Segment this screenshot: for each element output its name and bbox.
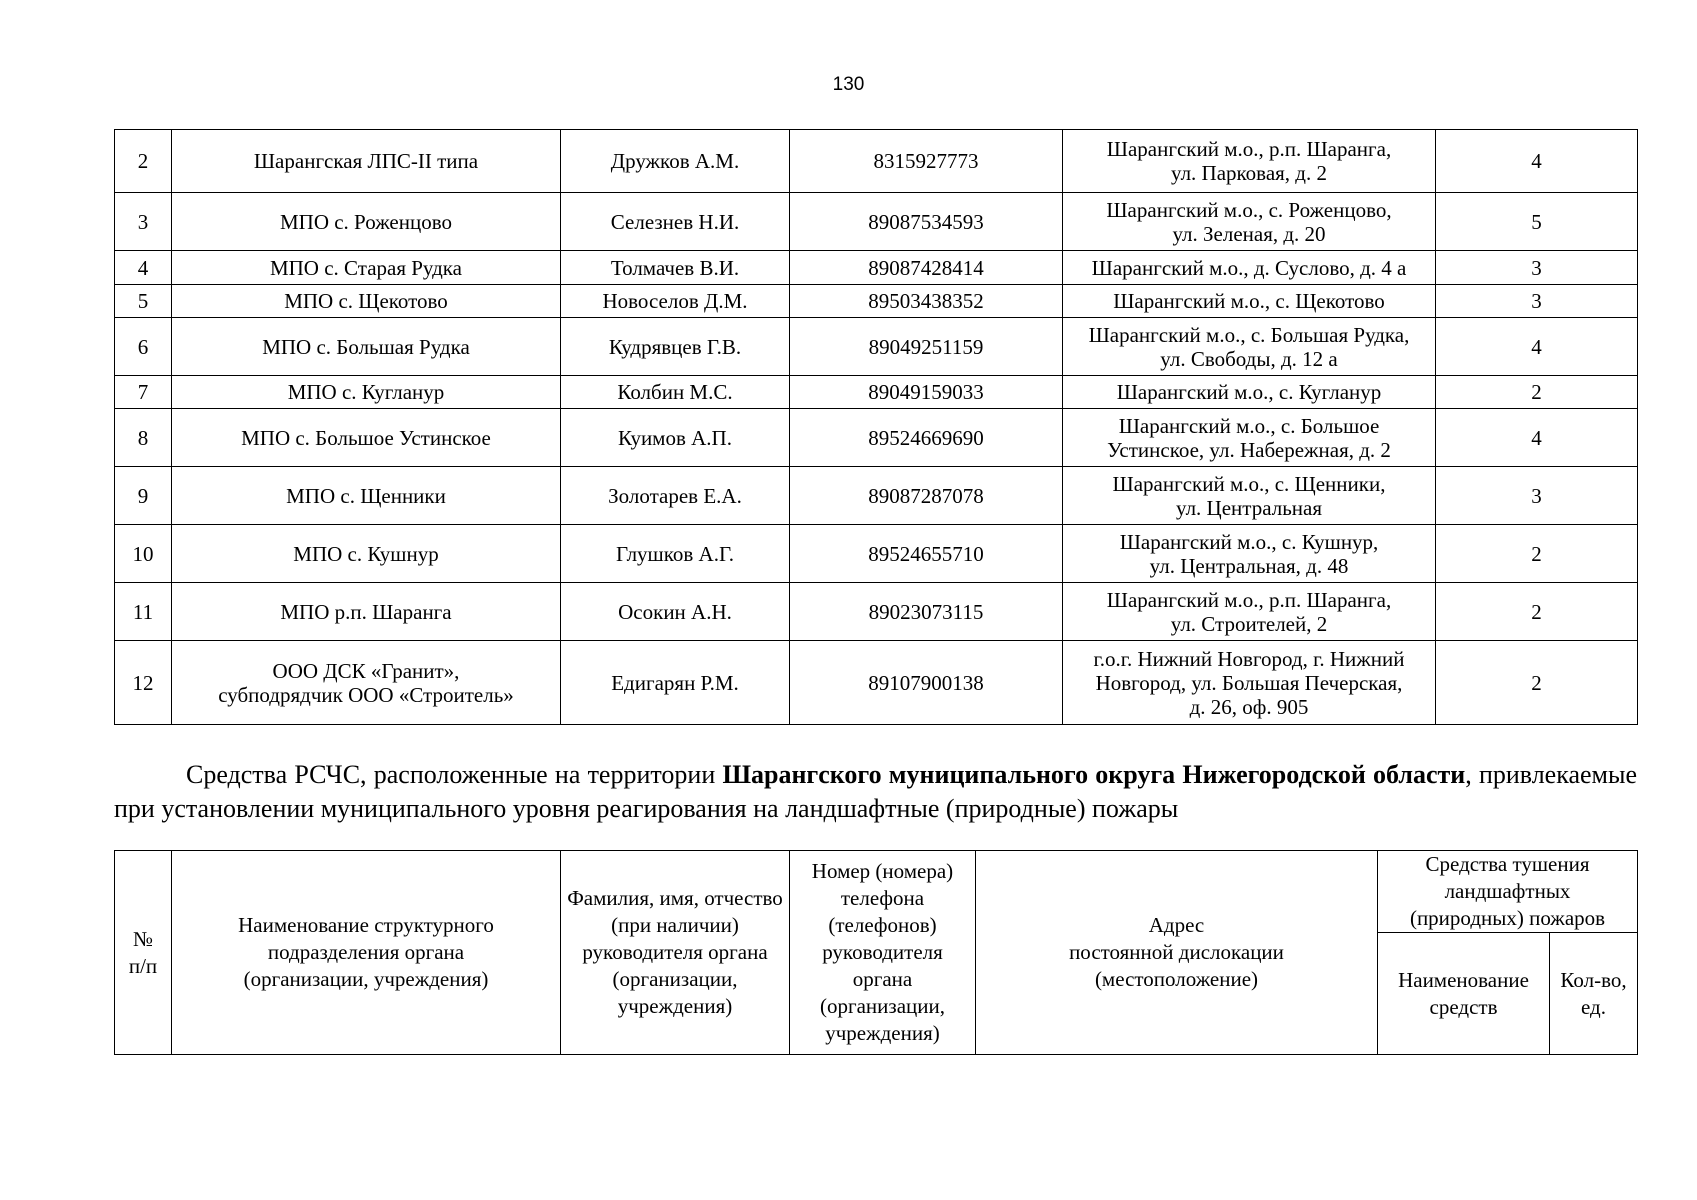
header-phone-l1: Номер (номера): [811, 859, 954, 883]
page-number: 130: [832, 74, 865, 95]
address-line: Шарангский м.о., с. Роженцово,: [1106, 197, 1392, 222]
equipment-count: 2: [1436, 583, 1638, 641]
header-head-name: [561, 851, 790, 1055]
unit-name-line: МПО с. Кушнур: [293, 541, 439, 566]
address-line: ул. Строителей, 2: [1170, 611, 1328, 636]
heading-text: Средства РСЧС, расположенные на территории: [186, 760, 723, 789]
header-means-name-l1: Наименование: [1398, 967, 1529, 992]
table-row: [115, 583, 1638, 641]
table-row: [115, 193, 1638, 251]
phone-number: 89023073115: [790, 583, 1063, 641]
unit-name: [172, 467, 561, 525]
row-number: 5: [115, 285, 172, 318]
header-means-name-l2: средств: [1429, 994, 1498, 1019]
address: [1063, 641, 1436, 725]
address: [1063, 130, 1436, 193]
unit-name-line: субподрядчик ООО «Строитель»: [218, 682, 514, 707]
heading-bold-text: Шарангского муниципального округа Нижегородской области: [722, 760, 1466, 789]
unit-name-line: МПО с. Щекотово: [284, 289, 448, 313]
unit-name-line: Шарангская ЛПС-II типа: [253, 149, 479, 173]
header-head-l2: (при наличии): [611, 913, 739, 937]
address-line: Шарангский м.о., с. Щекотово: [1113, 289, 1385, 313]
unit-name-line: МПО с. Щенники: [286, 483, 446, 508]
address-line: Шарангский м.о., с. Щенники,: [1112, 471, 1386, 496]
header-num-l2: п/п: [128, 953, 158, 978]
table-row: [115, 130, 1638, 193]
row-number: 3: [115, 193, 172, 251]
unit-name: [172, 525, 561, 583]
phone-number: 89524655710: [790, 525, 1063, 583]
header-phone-l7: учреждения): [825, 1021, 940, 1045]
phone-number: 89049159033: [790, 376, 1063, 409]
phone-number: 89503438352: [790, 285, 1063, 318]
section-heading: [114, 758, 1637, 826]
unit-name-line: МПО р.п. Шаранга: [280, 599, 452, 624]
address: [1063, 318, 1436, 376]
phone-number: 89524669690: [790, 409, 1063, 467]
address-line: Шарангский м.о., р.п. Шаранга,: [1106, 587, 1392, 612]
table-row: [115, 525, 1638, 583]
equipment-count: 3: [1436, 467, 1638, 525]
header-head-l1: Фамилия, имя, отчество: [567, 886, 783, 910]
address-line: Шарангский м.о., с. Кугланур: [1116, 380, 1382, 404]
address-line: Новгород, ул. Большая Печерская,: [1095, 670, 1403, 695]
means-table-header: [114, 850, 1638, 1055]
head-name: Кудрявцев Г.В.: [561, 318, 790, 376]
row-number: 7: [115, 376, 172, 409]
header-head-l5: учреждения): [617, 994, 733, 1018]
equipment-count: 2: [1436, 525, 1638, 583]
unit-name-line: МПО с. Старая Рудка: [269, 255, 463, 280]
header-means-l3: (природных) пожаров: [1409, 906, 1606, 930]
row-number: 10: [115, 525, 172, 583]
phone-number: 89049251159: [790, 318, 1063, 376]
heading-text-end: , привлекаемые при установлении муниципального уровня реагирования на ландшафтные (природные) пожары: [114, 760, 1638, 823]
head-name: Едигарян Р.М.: [561, 641, 790, 725]
header-num-l1: №: [132, 926, 154, 951]
header-address-l3: (местоположение): [1094, 967, 1259, 991]
phone-number: 89087534593: [790, 193, 1063, 251]
unit-name-line: МПО с. Большое Устинское: [241, 425, 491, 450]
equipment-count: 3: [1436, 285, 1638, 318]
header-address-l2: постоянной дислокации: [1069, 940, 1284, 964]
header-means-group: [1378, 851, 1638, 933]
address-line: ул. Зеленая, д. 20: [1172, 221, 1326, 246]
address-line: Шарангский м.о., с. Большая Рудка,: [1088, 322, 1410, 347]
address: [1063, 467, 1436, 525]
table-row: [115, 467, 1638, 525]
address: [1063, 376, 1436, 409]
unit-name: [172, 376, 561, 409]
address: [1063, 583, 1436, 641]
unit-name-line: ООО ДСК «Гранит»,: [272, 658, 460, 683]
header-phone-l6: (организации,: [820, 994, 945, 1018]
equipment-count: 4: [1436, 409, 1638, 467]
address-line: Устинское, ул. Набережная, д. 2: [1107, 437, 1391, 462]
address-line: Шарангский м.о., с. Большое: [1118, 413, 1380, 438]
header-num: [115, 851, 172, 1055]
row-number: 12: [115, 641, 172, 725]
address: [1063, 285, 1436, 318]
header-unit-l2: подразделения органа: [267, 940, 465, 964]
header-means-l1: Средства тушения: [1425, 852, 1590, 876]
phone-number: 89087287078: [790, 467, 1063, 525]
address-line: ул. Центральная, д. 48: [1149, 553, 1349, 578]
header-means-count-l1: Кол-во,: [1560, 967, 1627, 992]
header-phone-l5: органа: [852, 967, 913, 991]
head-name: Селезнев Н.И.: [561, 193, 790, 251]
phone-number: 89107900138: [790, 641, 1063, 725]
address: [1063, 251, 1436, 285]
header-unit-l1: Наименование структурного: [238, 913, 494, 937]
address: [1063, 525, 1436, 583]
equipment-count: 4: [1436, 130, 1638, 193]
address-line: г.о.г. Нижний Новгород, г. Нижний: [1093, 646, 1405, 671]
address: [1063, 409, 1436, 467]
table-row: [115, 251, 1638, 285]
unit-name-line: МПО с. Кугланур: [287, 380, 445, 404]
unit-name: [172, 130, 561, 193]
table-row: [115, 641, 1638, 725]
address-line: ул. Парковая, д. 2: [1171, 161, 1327, 185]
unit-name: [172, 583, 561, 641]
head-name: Толмачев В.И.: [561, 251, 790, 285]
equipment-count: 2: [1436, 376, 1638, 409]
head-name: Осокин А.Н.: [561, 583, 790, 641]
row-number: 9: [115, 467, 172, 525]
address: [1063, 193, 1436, 251]
equipment-count: 4: [1436, 318, 1638, 376]
unit-name-line: МПО с. Большая Рудка: [262, 334, 470, 359]
table-row: [115, 318, 1638, 376]
equipment-count: 5: [1436, 193, 1638, 251]
row-number: 6: [115, 318, 172, 376]
header-address-l1: Адрес: [1148, 913, 1205, 937]
header-head-l3: руководителя органа: [582, 940, 768, 964]
equipment-count: 3: [1436, 251, 1638, 285]
header-means-l2: ландшафтных: [1444, 879, 1571, 903]
header-phone-l2: телефона: [840, 886, 925, 910]
header-phone-l3: (телефонов): [828, 913, 937, 937]
head-name: Дружков А.М.: [561, 130, 790, 193]
row-number: 11: [115, 583, 172, 641]
equipment-count: 2: [1436, 641, 1638, 725]
header-means-count: [1550, 933, 1638, 1055]
head-name: Глушков А.Г.: [561, 525, 790, 583]
address-line: Шарангский м.о., д. Суслово, д. 4 а: [1091, 255, 1407, 280]
table-row: [115, 285, 1638, 318]
unit-name-line: МПО с. Роженцово: [279, 209, 452, 234]
header-unit: [172, 851, 561, 1055]
address-line: д. 26, оф. 905: [1189, 694, 1309, 719]
address-line: Шарангский м.о., с. Кушнур,: [1119, 529, 1379, 554]
table-row: [115, 376, 1638, 409]
unit-name: [172, 409, 561, 467]
head-name: Новоселов Д.М.: [561, 285, 790, 318]
unit-name: [172, 285, 561, 318]
row-number: 2: [115, 130, 172, 193]
header-means-count-l2: ед.: [1581, 994, 1606, 1019]
unit-name: [172, 193, 561, 251]
header-phone-l4: руководителя: [822, 940, 943, 964]
head-name: Колбин М.С.: [561, 376, 790, 409]
head-name: Золотарев Е.А.: [561, 467, 790, 525]
header-head-l4: (организации,: [612, 967, 738, 991]
row-number: 4: [115, 251, 172, 285]
phone-number: 8315927773: [790, 130, 1063, 193]
address-line: ул. Свободы, д. 12 а: [1160, 346, 1338, 371]
unit-name: [172, 251, 561, 285]
address-line: Шарангский м.о., р.п. Шаранга,: [1106, 137, 1392, 161]
unit-name: [172, 318, 561, 376]
header-unit-l3: (организации, учреждения): [243, 967, 489, 991]
phone-number: 89087428414: [790, 251, 1063, 285]
header-means-name: [1378, 933, 1550, 1055]
head-name: Куимов А.П.: [561, 409, 790, 467]
address-line: ул. Центральная: [1176, 495, 1322, 520]
header-phone: [790, 851, 976, 1055]
row-number: 8: [115, 409, 172, 467]
units-table: [114, 129, 1638, 725]
unit-name: [172, 641, 561, 725]
table-row: [115, 409, 1638, 467]
header-address: [976, 851, 1378, 1055]
